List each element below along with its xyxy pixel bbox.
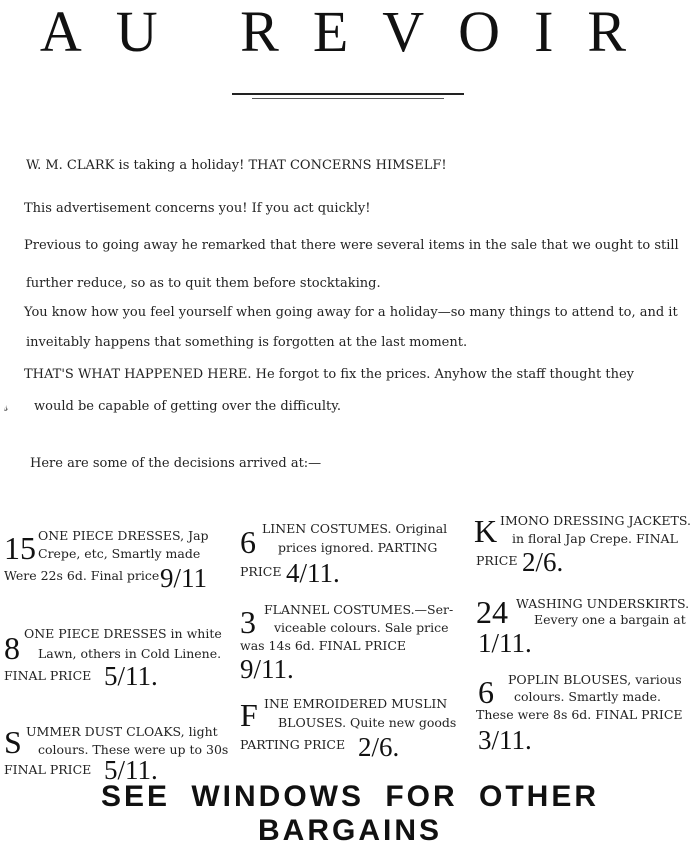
item-quantity: 6 (240, 524, 256, 560)
item-initial: S (4, 724, 22, 760)
item-line: prices ignored. PARTING (278, 540, 438, 555)
item-line: UMMER DUST CLOAKS, light (26, 724, 218, 739)
page-title: AU REVOIR (39, 0, 661, 64)
item-price: 3/11. (478, 725, 532, 755)
item-price: 2/6. (358, 732, 400, 762)
item-line: viceable colours. Sale price (274, 620, 449, 635)
item-price-label: PRICE (240, 564, 282, 579)
title-rule-thin (252, 98, 444, 99)
item-line: These were 8s 6d. FINAL PRICE (476, 707, 683, 722)
intro-line-6: inveitably happens that something is forgotten at the last moment. (26, 335, 468, 350)
item-quantity: 24 (476, 594, 508, 630)
item-price: 1/11. (478, 628, 532, 658)
item-line: POPLIN BLOUSES, various (508, 672, 682, 687)
item-price-label: PRICE (476, 553, 518, 568)
item-quantity: 8 (4, 630, 20, 666)
item-price: 5/11. (104, 661, 158, 691)
item-line: Eevery one a bargain at (534, 612, 686, 627)
item-line: colours. These were up to 30s (38, 742, 229, 757)
footer-banner: SEE WINDOWS FOR OTHER BARGAINS (101, 780, 599, 847)
item-initial: K (474, 513, 498, 549)
item-price-label: PARTING PRICE (240, 737, 346, 752)
item-price-label: FINAL PRICE (4, 762, 92, 777)
item-line: LINEN COSTUMES. Original (262, 521, 448, 536)
item-line: BLOUSES. Quite new goods (278, 715, 457, 730)
item-line: INE EMROIDERED MUSLIN (264, 696, 448, 711)
intro-line-5: You know how you feel yourself when going away for a holiday—so many things to attend to, and it (24, 305, 678, 320)
item-price-label: FINAL PRICE (4, 668, 92, 683)
item-quantity: 6 (478, 674, 494, 710)
item-price: 4/11. (286, 558, 340, 588)
intro-line-3: Previous to going away he remarked that there were several items in the sale that we ought to still (24, 238, 679, 253)
item-price: 9/11. (240, 654, 294, 684)
item-line: Were 22s 6d. Final price (4, 568, 160, 583)
margin-mark: 𝓈 (4, 400, 9, 414)
item-quantity: 15 (4, 530, 36, 566)
item-line: in floral Jap Crepe. FINAL (512, 531, 678, 546)
item-price: 9/11 (160, 563, 207, 593)
intro-line-8: would be capable of getting over the difficulty. (34, 399, 342, 414)
item-quantity: 3 (240, 604, 256, 640)
intro-line-2: This advertisement concerns you! If you act quickly! (24, 201, 371, 216)
item-price: 5/11. (104, 755, 158, 785)
item-line: ONE PIECE DRESSES, Jap (38, 528, 209, 543)
item-line: IMONO DRESSING JACKETS. (500, 513, 691, 528)
item-line: WASHING UNDERSKIRTS. (516, 596, 690, 611)
item-line: ONE PIECE DRESSES in white (24, 626, 222, 641)
title-rule (232, 93, 464, 95)
intro-line-7: THAT'S WHAT HAPPENED HERE. He forgot to fix the prices. Anyhow the staff thought they (24, 367, 634, 382)
item-line: colours. Smartly made. (514, 689, 662, 704)
item-initial: F (240, 697, 258, 733)
item-line: was 14s 6d. FINAL PRICE (240, 638, 407, 653)
item-line: Crepe, etc, Smartly made (38, 546, 201, 561)
item-line: Lawn, others in Cold Linene. (38, 646, 222, 661)
item-price: 2/6. (522, 547, 564, 577)
intro-line-1: W. M. CLARK is taking a holiday! THAT CONCERNS HIMSELF! (26, 158, 447, 173)
intro-line-4: further reduce, so as to quit them before stocktaking. (26, 276, 381, 291)
item-line: FLANNEL COSTUMES.—Ser- (264, 602, 454, 617)
intro-line-9: Here are some of the decisions arrived at:— (30, 456, 322, 471)
